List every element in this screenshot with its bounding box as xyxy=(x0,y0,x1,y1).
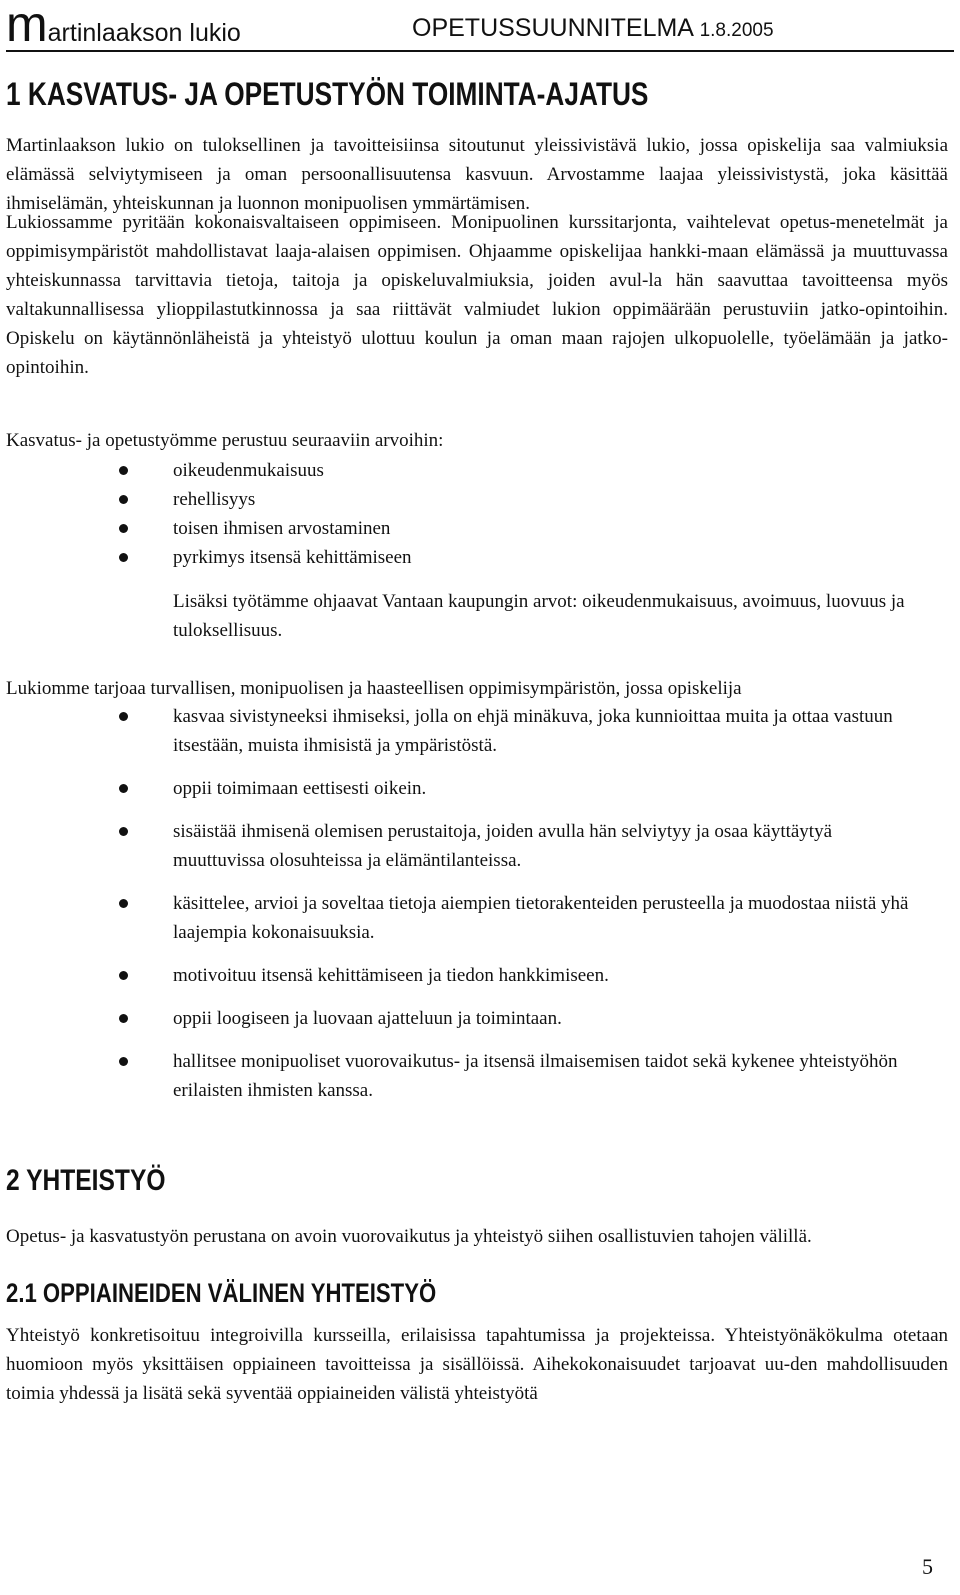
learning-paragraph: Lukiossamme pyritään kokonaisvaltaiseen oppimiseen. Monipuolinen kurssitarjonta, vaihtelevat opetus-menetelmät ja oppimisympäristöt mahdollistavat laaja-alaisen oppimisen. Ohjaamme opiskelijaa hankki-maan elämässä ja muuttuvassa yhteiskunnassa tarvittavia tietoja, taitoja ja opiskeluvalmiuksia, joiden avul-la hän saavuttaa tavoitteensa myös valtakunnallisessa ylioppilastutkinnossa ja saa riittävät valmiudet lukion oppimäärään perustuviin jatko-opintoihin. Opiskelu on käytännönläheistä ja yhteistyö ulottuu koulun ja oman maan rajojen ulkopuolelle, työelämään ja jatko-opintoihin. xyxy=(6,212,948,378)
section-2-1-heading: 2.1 OPPIAINEIDEN VÄLINEN YHTEISTYÖ xyxy=(6,1278,437,1308)
goal-text: motivoituu itsensä kehittämiseen ja tiedon hankkimiseen. xyxy=(173,965,609,986)
bullet-icon xyxy=(119,466,128,475)
bullet-icon xyxy=(119,553,128,562)
list-item xyxy=(6,456,948,485)
bullet-icon xyxy=(119,495,128,504)
bullet-icon xyxy=(119,1057,128,1066)
school-name-rest: artinlaakson lukio xyxy=(47,19,241,47)
subject-cooperation-paragraph: Yhteistyö konkretisoituu integroivilla kursseilla, erilaisissa tapahtumissa ja projekteissa. Yhteistyönäkökulma otetaan huomioon myös yksittäisen oppiaineen tavoitteissa ja sisällöissä. Aihekokonaisuudet tarjoavat uu-den mahdollisuuden toimia yhdessä ja lisätä sekä syventää oppiaineiden välistä yhteistyötä xyxy=(6,1325,948,1404)
bullet-icon xyxy=(119,524,128,533)
page-header xyxy=(6,0,954,52)
bullet-icon xyxy=(119,784,128,793)
bullet-icon xyxy=(119,899,128,908)
document-title xyxy=(412,14,774,43)
value-text: toisen ihmisen arvostaminen xyxy=(173,518,391,539)
document-date: 1.8.2005 xyxy=(699,20,774,41)
goals-intro: Lukiomme tarjoaa turvallisen, monipuolisen ja haasteellisen oppimisympäristön, jossa opiskelija xyxy=(6,678,742,699)
goal-text: hallitsee monipuoliset vuorovaikutus- ja itsensä ilmaisemisen taidot sekä kykenee yhteistyöhön erilaisten ihmisten kanssa. xyxy=(173,1051,898,1101)
values-intro: Kasvatus- ja opetustyömme perustuu seuraaviin arvoihin: xyxy=(6,430,444,451)
goal-text: kasvaa sivistyneeksi ihmiseksi, jolla on ehjä minäkuva, joka kunnioittaa muita ja ottaa vastuun itsestään, muista ihmisistä ja ympäristöstä. xyxy=(173,706,893,756)
list-item xyxy=(6,1004,948,1033)
section-2-heading: 2 YHTEISTYÖ xyxy=(6,1164,166,1197)
list-item xyxy=(6,817,948,875)
goal-text: oppii loogiseen ja luovaan ajatteluun ja toimintaan. xyxy=(173,1008,562,1029)
list-item xyxy=(6,543,948,572)
list-item xyxy=(6,702,948,760)
city-values-paragraph: Lisäksi työtämme ohjaavat Vantaan kaupungin arvot: oikeudenmukaisuus, avoimuus, luovuus ja tuloksellisuus. xyxy=(173,591,905,641)
bullet-icon xyxy=(119,1014,128,1023)
goals-list xyxy=(6,702,948,1119)
bullet-icon xyxy=(119,827,128,836)
goal-text: oppii toimimaan eettisesti oikein. xyxy=(173,778,427,799)
value-text: rehellisyys xyxy=(173,489,256,510)
school-name-initial: m xyxy=(6,0,48,52)
bullet-icon xyxy=(119,712,128,721)
value-text: pyrkimys itsensä kehittämiseen xyxy=(173,547,412,568)
document-title-text: OPETUSSUUNNITELMA xyxy=(412,14,693,42)
intro-paragraph: Martinlaakson lukio on tuloksellinen ja tavoitteisiinsa sitoutunut yleissivistävä lukio, jossa opiskelija saa valmiuksia elämässä selviytymiseen ja oman persoonallisuutensa kasvuun. Arvostamme laajaa yleissivistystä, joka käsittää ihmiselämän, yhteiskunnan ja luonnon monipuolisen ymmärtämisen. xyxy=(6,135,948,214)
goal-text: käsittelee, arvioi ja soveltaa tietoja aiempien tietorakenteiden perusteella ja muodostaa niistä yhä laajempia kokonaisuuksia. xyxy=(173,893,909,943)
cooperation-paragraph: Opetus- ja kasvatustyön perustana on avoin vuorovaikutus ja yhteistyö siihen osallistuvien tahojen välillä. xyxy=(6,1226,812,1247)
section-1-heading: 1 KASVATUS- JA OPETUSTYÖN TOIMINTA-AJATUS xyxy=(6,76,649,112)
bullet-icon xyxy=(119,971,128,980)
list-item xyxy=(6,774,948,803)
list-item xyxy=(6,1047,948,1105)
list-item xyxy=(6,514,948,543)
values-list xyxy=(6,456,948,572)
list-item xyxy=(6,961,948,990)
goal-text: sisäistää ihmisenä olemisen perustaitoja, joiden avulla hän selviytyy ja osaa käyttäytyä muuttuvissa olosuhteissa ja elämäntilanteissa. xyxy=(173,821,833,871)
page-number: 5 xyxy=(922,1554,933,1579)
school-name xyxy=(6,0,241,52)
list-item xyxy=(6,889,948,947)
list-item xyxy=(6,485,948,514)
value-text: oikeudenmukaisuus xyxy=(173,460,324,481)
